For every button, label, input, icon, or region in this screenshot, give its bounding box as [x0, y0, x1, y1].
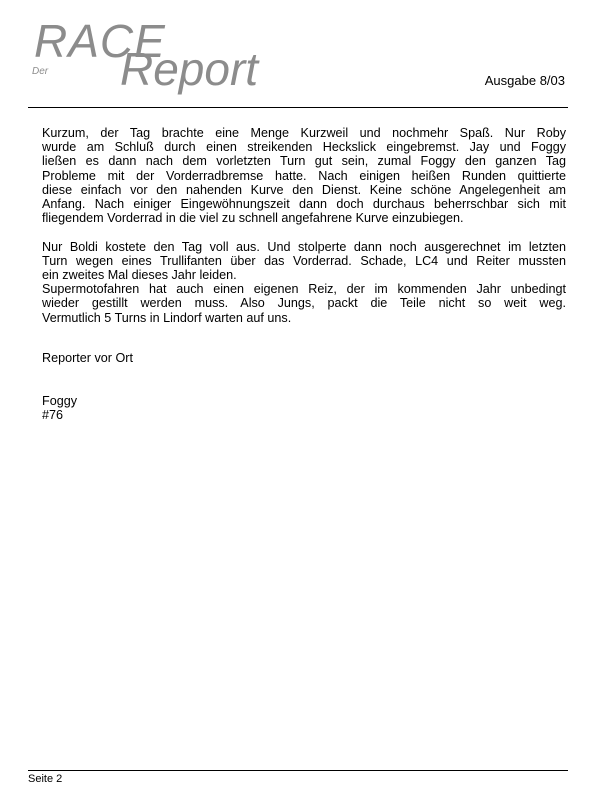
footer-divider [28, 770, 568, 771]
author-signature [42, 394, 77, 422]
logo-der-text: Der [32, 66, 49, 77]
article-body [42, 126, 566, 325]
issue-number: Ausgabe 8/03 [484, 73, 565, 88]
logo-race-text: RACE [34, 15, 166, 67]
text-line: ließen es dann nach dem vorletzten Turn gut sein, zumal Foggy den ganzen Tag [42, 154, 566, 169]
page-number: Seite 2 [28, 773, 63, 785]
header-divider [28, 107, 568, 108]
text-line: Probleme mit der Vorderradbremse hatte. Nach einigen heißen Runden quittierte [42, 168, 566, 183]
text-line: wieder gestillt werden muss. Also Jungs, packt die Teile nicht so weit weg. [42, 296, 566, 311]
text-line: Turn wegen eines Trullifanten über das Vorderrad. Schade, LC4 und Reiter mussten [42, 253, 566, 268]
text-line: ein zweites Mal dieses Jahr leiden. [42, 268, 237, 283]
text-line: wurde am Schluß durch einen streikenden Heckslick eingebremst. Jay und Foggy [42, 140, 566, 155]
text-line: Kurzum, der Tag brachte eine Menge Kurzweil und nochmehr Spaß. Nur Roby [42, 126, 566, 140]
article-paragraph-3 [42, 282, 566, 325]
text-line: Supermotofahren hat auch einen eigenen Reiz, der im kommenden Jahr unbedingt [42, 282, 566, 297]
reporter-signoff: Reporter vor Ort [42, 351, 133, 365]
text-line: fliegendem Vorderrad in die viel zu schnell angefahrene Kurve einzubiegen. [42, 211, 464, 226]
race-report-logo [28, 15, 259, 98]
article-paragraph-1 [42, 126, 566, 225]
article-paragraph-2 [42, 240, 566, 283]
text-line: diese einfach vor den nahenden Kurve den Dienst. Keine schöne Angelegenheit am [42, 182, 566, 197]
text-line: Vermutlich 5 Turns in Lindorf warten auf uns. [42, 310, 292, 325]
text-line: Anfang. Nach einiger Eingewöhnungszeit dann doch durchaus beherrschbar sich mit [42, 197, 566, 212]
author-name: Foggy [42, 394, 78, 408]
author-number: #76 [42, 408, 64, 423]
logo-report-text: Report [120, 43, 259, 95]
text-line: Nur Boldi kostete den Tag voll aus. Und stolperte dann noch ausgerechnet im letzten [42, 239, 566, 254]
